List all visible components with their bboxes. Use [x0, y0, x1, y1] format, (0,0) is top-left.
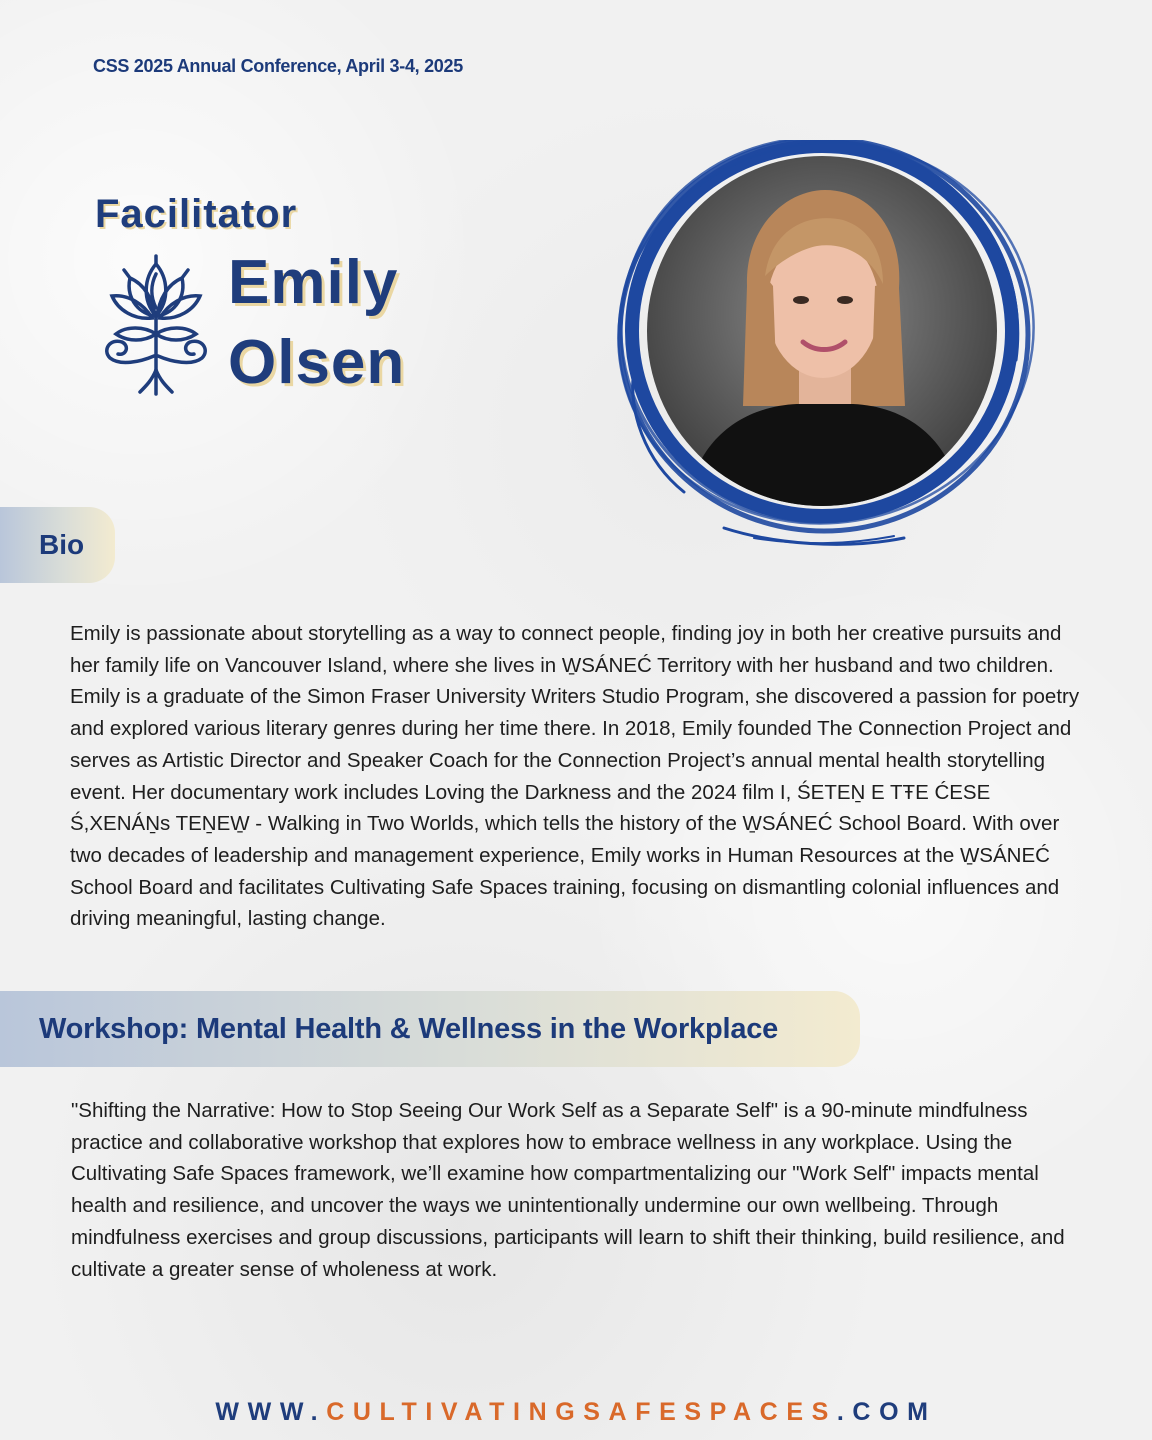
workshop-paragraph: "Shifting the Narrative: How to Stop Seeing Our Work Self as a Separate Self" is a 90-minute mindfulness practice and collaborative workshop that explores how to embrace wellness in any workplace. Using the Cultivating Safe Spaces framework, we’ll examine how compartmentalizing our "Work Self" impacts mental health and resilience, and uncover the ways we unintentionally undermine our own wellbeing. Through mindfulness exercises and group discussions, participants will learn to shift their thinking, build resilience, and cultivate a greater sense of wholeness at work. — [71, 1099, 1065, 1281]
workshop-heading: Workshop: Mental Health & Wellness in the Workplace — [39, 1012, 779, 1045]
website-url[interactable] — [0, 1398, 1152, 1427]
lotus-flower-icon — [96, 250, 220, 398]
conference-header: CSS 2025 Annual Conference, April 3-4, 2025 — [93, 56, 463, 76]
facilitator-first-name: Emily — [228, 248, 399, 317]
workshop-section-tab — [0, 991, 860, 1067]
bio-heading: Bio — [39, 529, 85, 560]
url-prefix: WWW. — [215, 1398, 327, 1426]
url-domain: CULTIVATINGSAFESPACES — [326, 1398, 837, 1426]
facilitator-role: Facilitator — [95, 192, 298, 236]
bio-section-tab — [0, 507, 115, 583]
facilitator-portrait — [647, 156, 997, 506]
bio-paragraph: Emily is passionate about storytelling as a way to connect people, finding joy in both her creative pursuits and her family life on Vancouver Island, where she lives in W̱SÁNEĆ Territory with her husband and two children. Emily is a graduate of the Simon Fraser University Writers Studio Program, she discovered a passion for poetry and explored various literary genres during her time there. In 2018, Emily founded The Connection Project and serves as Artistic Director and Speaker Coach for the Connection Project’s annual mental health storytelling event. Her documentary work includes Loving the Darkness and the 2024 film I, ŚETEṈ E TŦE ĆESE Ś,XENÁṈs TEṈEW̱ - Walking in Two Worlds, which tells the history of the W̱SÁNEĆ School Board. With over two decades of leadership and management experience, Emily works in Human Resources at the W̱SÁNEĆ School Board and facilitates Cultivating Safe Spaces training, focusing on dismantling colonial influences and driving meaningful, lasting change. — [70, 622, 1080, 931]
url-suffix: .COM — [836, 1398, 937, 1426]
facilitator-last-name: Olsen — [228, 328, 406, 397]
